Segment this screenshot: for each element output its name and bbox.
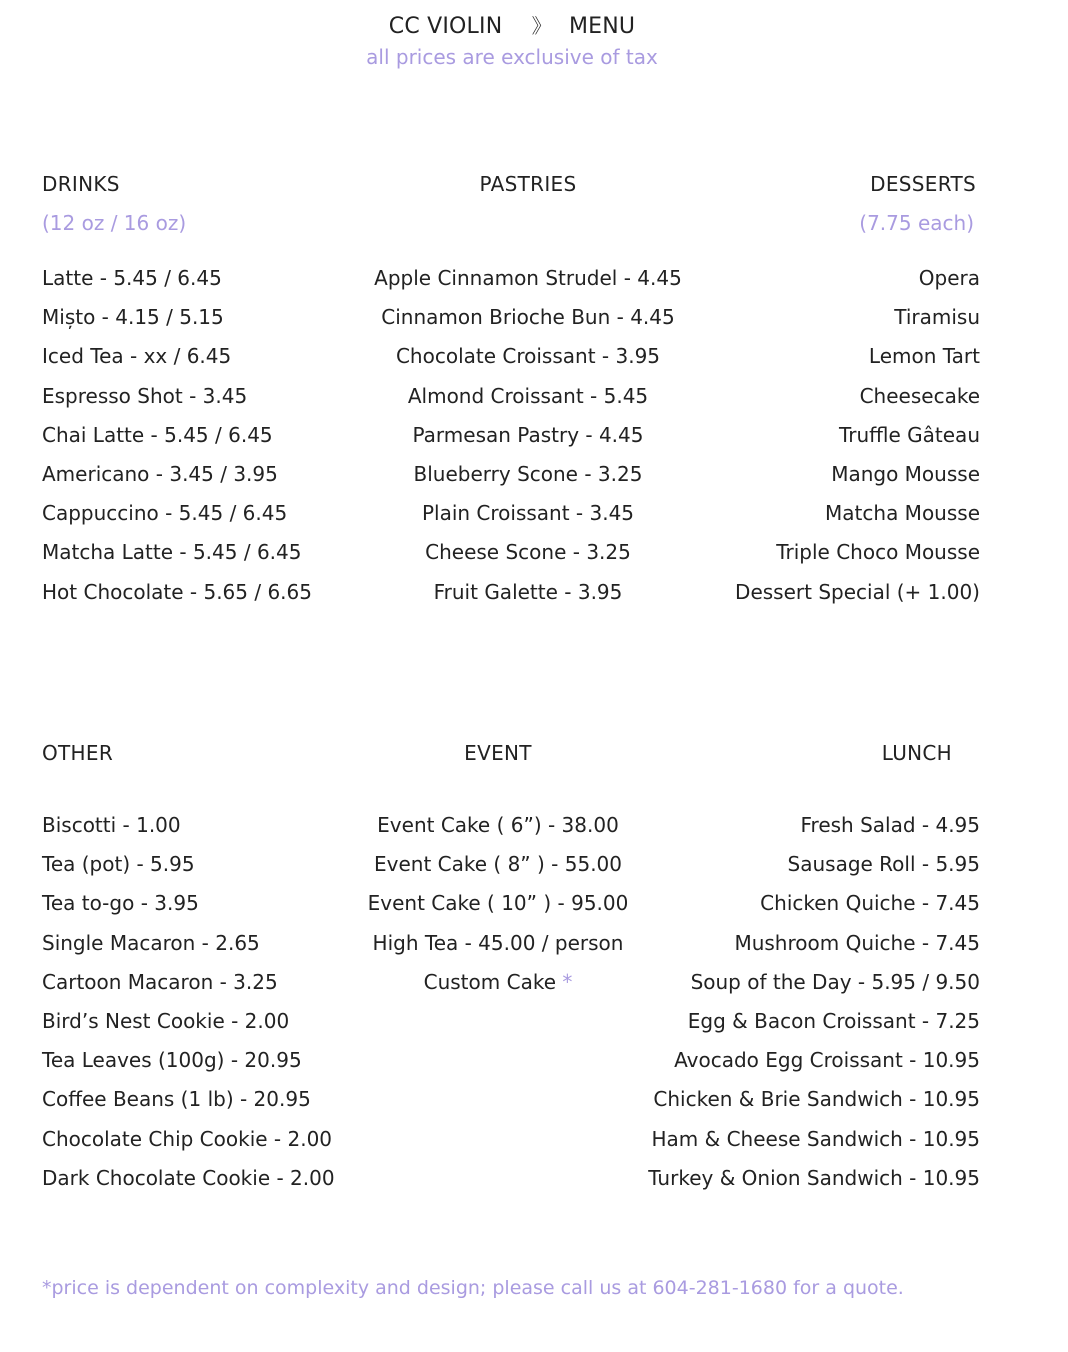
other-heading: OTHER (42, 741, 114, 765)
drinks-section (42, 169, 372, 612)
pastries-item: Cheese Scone - 3.25 (425, 540, 631, 565)
drinks-item: Hot Chocolate - 5.65 / 6.65 (42, 579, 312, 604)
other-item: Chocolate Chip Cookie - 2.00 (42, 1126, 333, 1151)
desserts-item: Truffle Gâteau (838, 422, 980, 447)
drinks-heading: DRINKS (42, 172, 120, 196)
pastries-item: Parmesan Pastry - 4.45 (412, 422, 644, 447)
other-item: Bird’s Nest Cookie - 2.00 (42, 1008, 290, 1033)
breadcrumb-separator-icon: 》 (531, 14, 552, 38)
drinks-item: Mișto - 4.15 / 5.15 (42, 305, 224, 330)
lunch-item: Turkey & Onion Sandwich - 10.95 (648, 1165, 980, 1190)
event-item: Event Cake ( 10” ) - 95.00 (367, 891, 629, 916)
drinks-item: Chai Latte - 5.45 / 6.45 (42, 422, 273, 447)
desserts-item: Lemon Tart (868, 344, 980, 369)
other-item: Dark Chocolate Cookie - 2.00 (42, 1165, 335, 1190)
custom-cake-asterisk: * (562, 969, 573, 994)
event-item: High Tea - 45.00 / person (372, 930, 624, 955)
desserts-item: Dessert Special (+ 1.00) (735, 579, 980, 604)
footnote: *price is dependent on complexity and design; please call us at 604-281-1680 for a quote. (42, 1277, 904, 1299)
pastries-item: Almond Croissant - 5.45 (407, 383, 649, 408)
event-item: Event Cake ( 6”) - 38.00 (377, 813, 619, 837)
pastries-item: Cinnamon Brioche Bun - 4.45 (381, 305, 675, 330)
other-item: Biscotti - 1.00 (42, 813, 181, 837)
pastries-item: Blueberry Scone - 3.25 (413, 461, 643, 486)
drinks-size-note: (12 oz / 16 oz) (42, 211, 187, 235)
desserts-item: Matcha Mousse (825, 501, 980, 526)
other-item: Coffee Beans (1 lb) - 20.95 (42, 1087, 311, 1112)
lunch-item: Avocado Egg Croissant - 10.95 (674, 1048, 980, 1073)
page-title[interactable]: MENU (568, 14, 636, 39)
lunch-item: Mushroom Quiche - 7.45 (734, 930, 980, 955)
lunch-item: Ham & Cheese Sandwich - 10.95 (651, 1126, 980, 1151)
pastries-item: Apple Cinnamon Strudel - 4.45 (374, 266, 682, 290)
other-item: Single Macaron - 2.65 (42, 930, 260, 955)
breadcrumb (0, 10, 1024, 43)
desserts-section (620, 169, 980, 612)
event-heading: EVENT (464, 741, 532, 765)
drinks-item: Espresso Shot - 3.45 (42, 383, 248, 408)
desserts-item: Cheesecake (859, 383, 980, 408)
drinks-item: Latte - 5.45 / 6.45 (42, 266, 222, 290)
other-item: Tea (pot) - 5.95 (42, 852, 195, 877)
other-item: Cartoon Macaron - 3.25 (42, 969, 278, 994)
desserts-item: Mango Mousse (831, 461, 980, 486)
lunch-item: Soup of the Day - 5.95 / 9.50 (690, 969, 980, 994)
drinks-item: Americano - 3.45 / 3.95 (42, 461, 278, 486)
lunch-item: Fresh Salad - 4.95 (800, 813, 980, 837)
desserts-list (620, 259, 980, 612)
brand-name[interactable]: CC VIOLIN (388, 14, 503, 39)
pastries-item: Chocolate Croissant - 3.95 (395, 344, 661, 369)
pastries-heading: PASTRIES (479, 172, 577, 196)
desserts-item: Triple Choco Mousse (776, 540, 980, 565)
lunch-item: Chicken & Brie Sandwich - 10.95 (653, 1087, 980, 1112)
pastries-item: Plain Croissant - 3.45 (421, 501, 635, 526)
desserts-item: Opera (918, 266, 980, 290)
drinks-item: Cappuccino - 5.45 / 6.45 (42, 501, 288, 526)
lunch-section (620, 738, 980, 1198)
lunch-item: Chicken Quiche - 7.45 (760, 891, 980, 916)
drinks-item: Iced Tea - xx / 6.45 (42, 344, 232, 369)
pastries-item: Fruit Galette - 3.95 (433, 579, 623, 604)
menu-header (0, 10, 1024, 71)
event-item: Event Cake ( 8” ) - 55.00 (374, 852, 622, 877)
lunch-list (620, 806, 980, 1198)
custom-cake-label: Custom Cake (423, 969, 556, 994)
tax-note: all prices are exclusive of tax (366, 45, 658, 69)
lunch-heading: LUNCH (881, 741, 952, 765)
lunch-item: Egg & Bacon Croissant - 7.25 (687, 1008, 980, 1033)
desserts-price-note: (7.75 each) (859, 211, 974, 235)
drinks-list (42, 259, 372, 612)
desserts-item: Tiramisu (894, 305, 980, 330)
lunch-item: Sausage Roll - 5.95 (787, 852, 980, 877)
drinks-item: Matcha Latte - 5.45 / 6.45 (42, 540, 302, 565)
other-item: Tea to-go - 3.95 (42, 891, 199, 916)
other-item: Tea Leaves (100g) - 20.95 (42, 1048, 302, 1073)
desserts-heading: DESSERTS (870, 172, 976, 196)
